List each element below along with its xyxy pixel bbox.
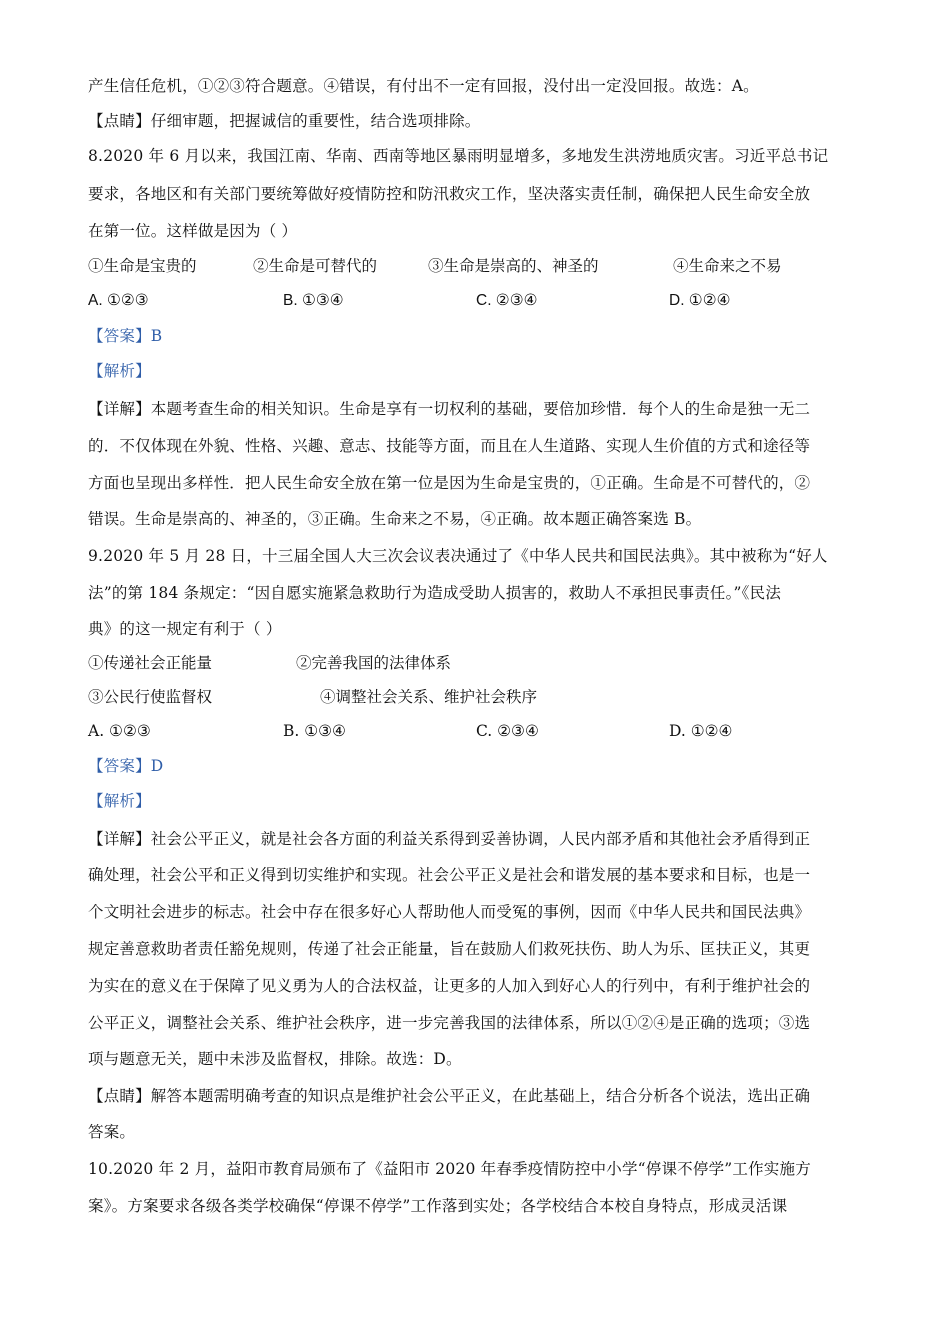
explanation-line: 【详解】本题考查生命的相关知识。生命是享有一切权利的基础，要倍加珍惜．每个人的生命是独一无二 <box>88 400 811 418</box>
explanation-line: 错误。生命是崇高的、神圣的，③正确。生命来之不易，④正确。故本题正确答案选 B。 <box>88 510 702 528</box>
tip-line: 答案。 <box>88 1123 136 1141</box>
question-10-stem: 10.2020 年 2 月，益阳市教育局颁布了《益阳市 2020 年春季疫情防控中小学“停课不停学”工作实施方 <box>88 1160 811 1178</box>
question-9-stem: 法”的第 184 条规定：“因自愿实施紧急救助行为造成受助人损害的，救助人不承担民事责任。”《民法 <box>88 584 782 602</box>
tip-line: 【点睛】解答本题需明确考查的知识点是维护社会公平正义，在此基础上，结合分析各个说法，选出正确 <box>88 1087 811 1105</box>
statement: ③公民行使监督权 <box>88 688 213 706</box>
question-8-stem: 要求，各地区和有关部门要统筹做好疫情防控和防汛救灾工作，坚决落实责任制，确保把人民生命安全放 <box>88 185 811 203</box>
analysis-label: 【解析】 <box>88 792 151 810</box>
option-b: B. ①③④ <box>283 292 344 309</box>
explanation-line: 确处理，社会公平和正义得到切实维护和实现。社会公平正义是社会和谐发展的基本要求和目标，也是一 <box>88 866 811 884</box>
option-c: C. ②③④ <box>476 722 539 740</box>
question-8-stem: 8.2020 年 6 月以来，我国江南、华南、西南等地区暴雨明显增多，多地发生洪涝地质灾害。习近平总书记 <box>88 147 829 165</box>
explanation-line: 个文明社会进步的标志。社会中存在很多好心人帮助他人而受冤的事例，因而《中华人民共和国民法典》 <box>88 903 811 921</box>
statement: ①传递社会正能量 <box>88 654 213 672</box>
explanation-line: 的．不仅体现在外貌、性格、兴趣、意志、技能等方面，而且在人生道路、实现人生价值的方式和途径等 <box>88 437 811 455</box>
tip-line: 【点睛】仔细审题，把握诚信的重要性，结合选项排除。 <box>88 112 481 130</box>
explanation-line: 【详解】社会公平正义，就是社会各方面的利益关系得到妥善协调，人民内部矛盾和其他社会矛盾得到正 <box>88 830 811 848</box>
option-c: C. ②③④ <box>476 292 538 309</box>
explanation-line: 方面也呈现出多样性．把人民生命安全放在第一位是因为生命是宝贵的，①正确。生命是不可替代的，② <box>88 474 811 492</box>
option-d: D. ①②④ <box>669 292 731 309</box>
statement: ②完善我国的法律体系 <box>296 654 452 672</box>
option-b: B. ①③④ <box>283 722 346 740</box>
question-8-stem: 在第一位。这样做是因为（ ） <box>88 222 298 240</box>
explanation-line: 规定善意救助者责任豁免规则，传递了社会正能量，旨在鼓励人们救死扶伤、助人为乐、匡扶正义，其更 <box>88 940 811 958</box>
statement: ④调整社会关系、维护社会秩序 <box>320 688 538 706</box>
explanation-line: 公平正义，调整社会关系、维护社会秩序，进一步完善我国的法律体系，所以①②④是正确的选项；③选 <box>88 1014 811 1032</box>
statement: ①生命是宝贵的 <box>88 257 197 275</box>
analysis-label: 【解析】 <box>88 362 151 380</box>
statement: ③生命是崇高的、神圣的 <box>428 257 599 275</box>
answer-label: 【答案】B <box>88 327 163 345</box>
option-a: A. ①②③ <box>88 292 149 309</box>
statement: ②生命是可替代的 <box>253 257 378 275</box>
question-9-stem: 9.2020 年 5 月 28 日，十三届全国人大三次会议表决通过了《中华人民共和国民法典》。其中被称为“好人 <box>88 547 828 565</box>
explanation-line: 项与题意无关，题中未涉及监督权，排除。故选：D。 <box>88 1050 462 1068</box>
text-line: 产生信任危机，①②③符合题意。④错误，有付出不一定有回报，没付出一定没回报。故选：A。 <box>88 77 759 95</box>
question-9-stem: 典》的这一规定有利于（ ） <box>88 620 282 638</box>
option-a: A. ①②③ <box>88 722 151 740</box>
option-d: D. ①②④ <box>669 722 733 740</box>
answer-label: 【答案】D <box>88 757 164 775</box>
statement: ④生命来之不易 <box>673 257 782 275</box>
explanation-line: 为实在的意义在于保障了见义勇为人的合法权益，让更多的人加入到好心人的行列中，有利于维护社会的 <box>88 977 811 995</box>
question-10-stem: 案》。方案要求各级各类学校确保“停课不停学”工作落到实处；各学校结合本校自身特点，形成灵活课 <box>88 1197 788 1215</box>
